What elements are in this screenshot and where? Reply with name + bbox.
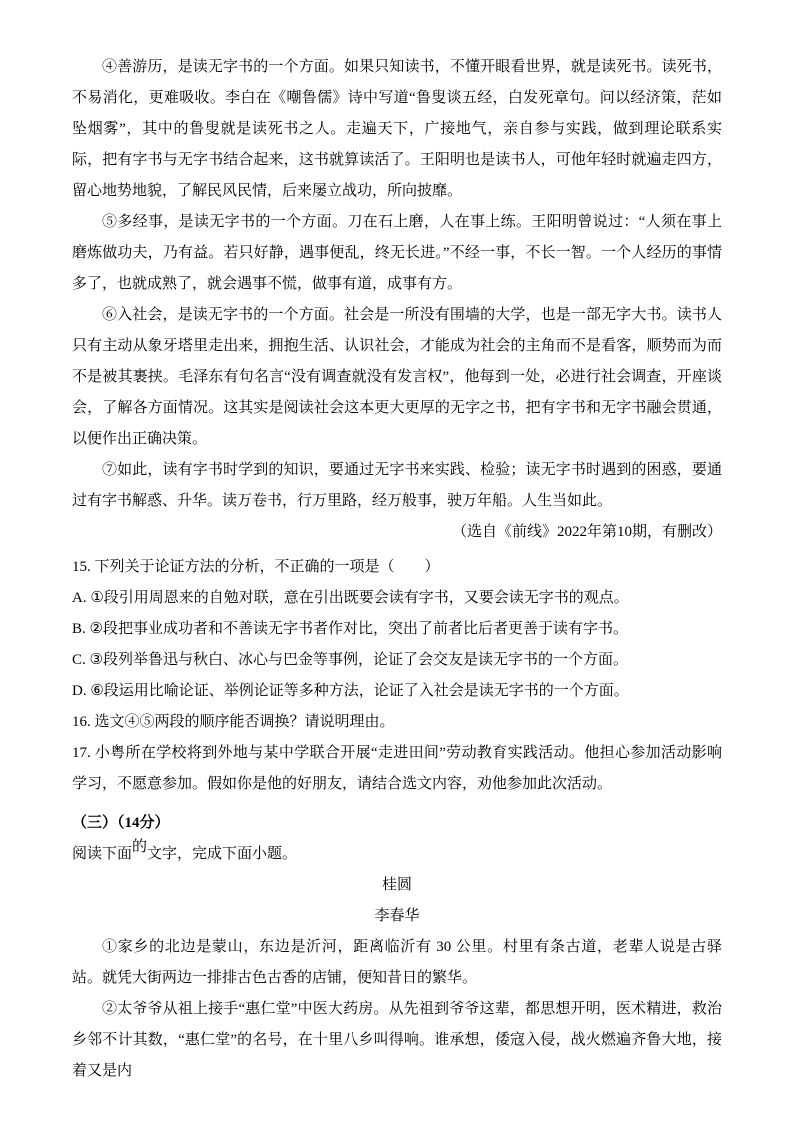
- question-16: 16. 选文④⑤两段的顺序能否调换？请说明理由。: [72, 714, 395, 730]
- section-3-heading: （三）（14分）: [72, 815, 170, 831]
- question-15-option-a: A. ①段引用周恩来的自勉对联，意在引出既要会读有字书，又要会读无字书的观点。: [72, 590, 629, 606]
- intro-text-raised: 的: [132, 839, 148, 855]
- essay-paragraph-7: ⑦如此，读有字书时学到的知识，要通过无字书来实践、检验；读无字书时遇到的困惑，要通过有字书解惑、升华。读万卷书，行万里路，经万般事，驶万年船。人生当如此。: [72, 462, 722, 509]
- question-15-option-c: C. ③段列举鲁迅与秋白、冰心与巴金等事例，论证了会交友是读无字书的一个方面。: [72, 652, 628, 668]
- passage-paragraph-1: ①家乡的北边是蒙山，东边是沂河，距离临沂有 30 公里。村里有条古道，老辈人说是古驿站。就凭大街两边一排排古色古香的店铺，便知昔日的繁华。: [72, 939, 722, 986]
- source-note: （选自《前线》2022年第10期，有删改）: [451, 524, 722, 540]
- section-3-intro: [72, 839, 722, 870]
- essay-paragraph-4: ④善游历，是读无字书的一个方面。如果只知读书，不懂开眼看世界，就是读死书。读死书，不易消化，更难吸收。李白在《嘲鲁儒》诗中写道“鲁叟谈五经，白发死章句。问以经济策，茫如坠烟雾”，其中的鲁叟就是读死书之人。走遍天下，广接地气，亲自参与实践，做到理论联系实际，把有字书与无字书结合起来，这书就算读活了。王阳明也是读书人，可他年轻时就遍走四方，留心地势地貌，了解民风民情，后来屡立战功，所向披靡。: [72, 59, 722, 199]
- passage-paragraph-2: ②太爷爷从祖上接手“惠仁堂”中医大药房。从先祖到爷爷这辈，都思想开明，医术精进，救治乡邻不计其数，“惠仁堂”的名号，在十里八乡叫得响。谁承想，倭寇入侵，战火燃遍齐鲁大地，接着又是内: [72, 1001, 722, 1079]
- passage-title: 桂圆: [381, 877, 412, 893]
- passage-author: 李春华: [374, 908, 420, 924]
- question-17: 17. 小粤所在学校将到外地与某中学联合开展“走进田间”劳动教育实践活动。他担心参加活动影响学习，不愿意参加。假如你是他的好朋友，请结合选文内容，劝他参加此次活动。: [72, 745, 722, 792]
- question-15-option-b: B. ②段把事业成功者和不善读无字书者作对比，突出了前者比后者更善于读有字书。: [72, 621, 628, 637]
- essay-paragraph-6: ⑥入社会，是读无字书的一个方面。社会是一所没有围墙的大学，也是一部无字大书。读书人只有主动从象牙塔里走出来，拥抱生活、认识社会，才能成为社会的主角而不是看客，顺势而为而不是被其裹挟。毛泽东有句名言“没有调查就没有发言权”，他每到一处，必进行社会调查，开座谈会，了解各方面情况。这其实是阅读社会这本更大更厚的无字之书，把有字书和无字书融会贯通，以便作出正确决策。: [72, 307, 722, 447]
- question-15-stem: 15. 下列关于论证方法的分析，不正确的一项是（ ）: [72, 559, 440, 575]
- question-15-option-d: D. ⑥段运用比喻论证、举例论证等多种方法，论证了入社会是读无字书的一个方面。: [72, 683, 629, 699]
- intro-text-prefix: 阅读下面: [72, 846, 133, 862]
- essay-paragraph-5: ⑤多经事，是读无字书的一个方面。刀在石上磨，人在事上练。王阳明曾说过：“人须在事上磨炼做功夫，乃有益。若只好静，遇事便乱，终无长进。”不经一事，不长一智。一个人经历的事情多了，也就成熟了，就会遇事不慌，做事有道，成事有方。: [72, 214, 722, 292]
- intro-text-suffix: 文字，完成下面小题。: [147, 846, 298, 862]
